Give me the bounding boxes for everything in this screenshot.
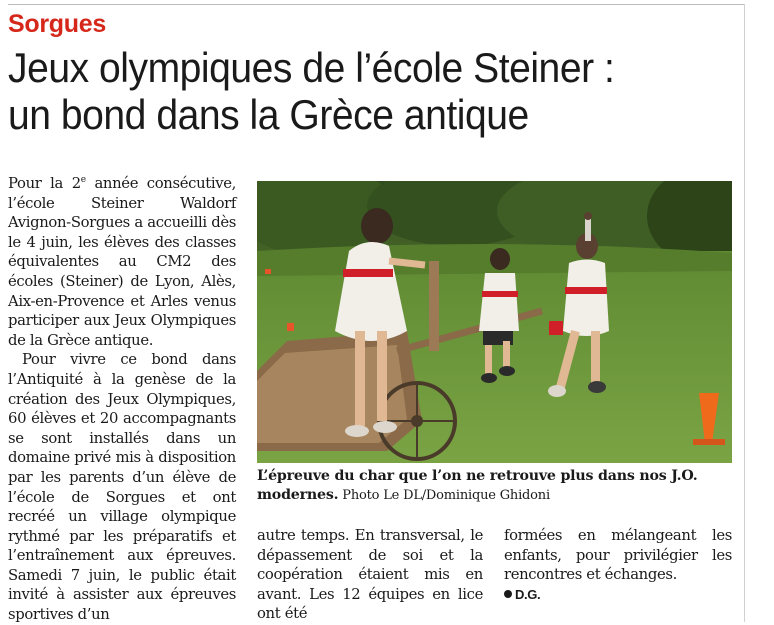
- paragraph-1-rest: année consécutive, l’école Steiner Waldorf Avignon-Sorgues a accueilli dès le 4 juin, les élèves des classes équivalentes au CM2 des écoles (Steiner) de Lyon, Alès, Aix-en-Provence et Arles venus participer aux Jeux Olympiques de la Grèce antique.: [8, 175, 236, 349]
- photo-credit: Photo Le DL/Dominique Ghidoni: [338, 488, 550, 503]
- article-photo: [257, 181, 732, 463]
- top-rule: [8, 4, 744, 5]
- column-2-text: autre temps. En transversal, le dépassement de soi et la coopération étaient mis en avant. Les 12 équipes en lice ont été: [257, 527, 483, 623]
- article-column-3: [504, 526, 732, 604]
- section-rubric: Sorgues: [8, 10, 106, 38]
- bullet-icon: [504, 590, 512, 598]
- headline-line-1: Jeux olympiques de l’école Steiner :: [8, 44, 615, 91]
- ordinal-sup: e: [80, 175, 86, 186]
- author-signature: [504, 585, 732, 605]
- article-column-2: [257, 526, 483, 624]
- paragraph-1: [8, 174, 236, 350]
- column-rule: [744, 4, 745, 622]
- caption-text: L’épreuve du char que l’on ne retrouve plus dans nos J.O. modernes.: [257, 468, 698, 503]
- paragraph-1-start: Pour la 2: [8, 175, 81, 192]
- paragraph-2: Pour vivre ce bond dans l’Antiquité à la genèse de la création des Jeux Olympiques, 60 élèves et 20 accompagnants se sont installés dans un domaine privé mis à disposition par les parents d’un élève de l’école de Sorgues et ont recréé un village olympique rythmé par les préparatifs et l’entraînement aux épreuves. Samedi 7 juin, le public était invité à assister aux épreuves sportives d’un: [8, 351, 236, 624]
- article-column-1: [8, 174, 236, 625]
- column-3-text: formées en mélangeant les enfants, pour privilégier les rencontres et échanges.: [504, 527, 732, 584]
- photo-caption: [257, 467, 737, 505]
- headline-line-2: un bond dans la Grèce antique: [8, 91, 529, 138]
- article-headline: [8, 44, 692, 138]
- chariot-race-photo: [257, 181, 732, 463]
- signature-text: D.G.: [515, 586, 541, 602]
